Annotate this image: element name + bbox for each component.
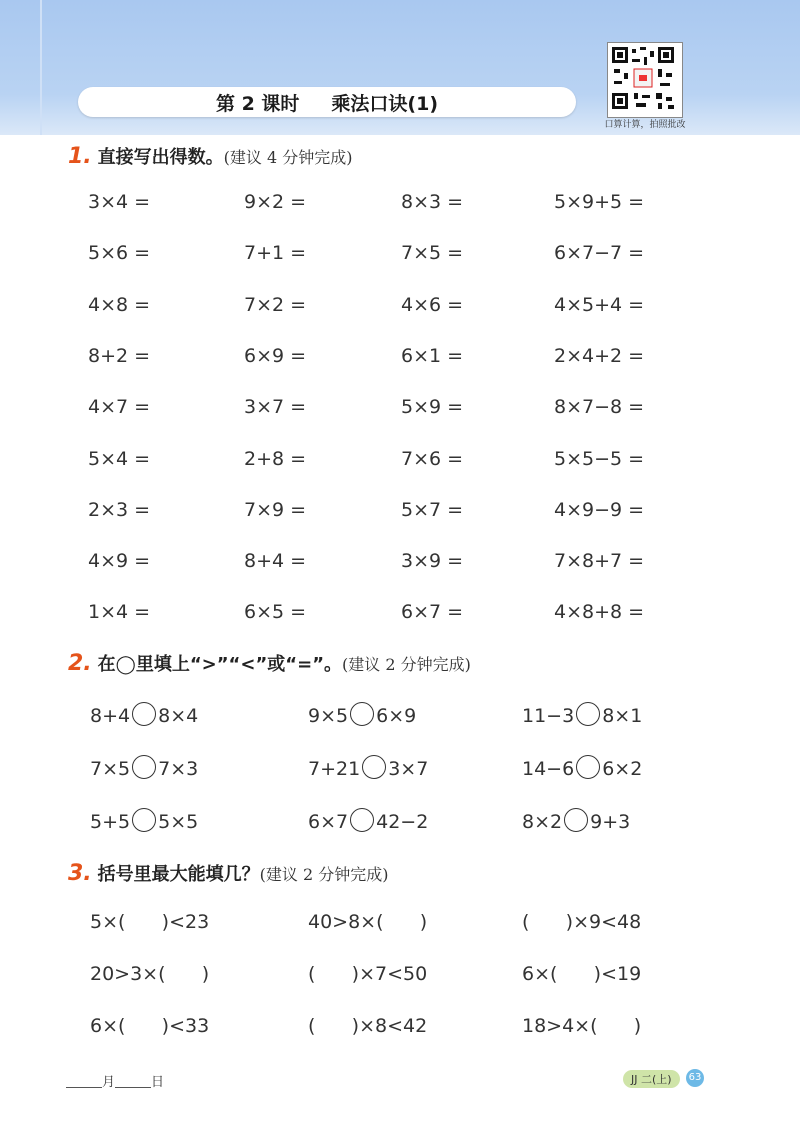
calc-problem[interactable]: 7×8+7 =	[554, 550, 645, 573]
fill-in-problem[interactable]: 5×( )<23	[90, 911, 210, 933]
right-expression: 6×2	[602, 758, 643, 780]
compare-problem	[308, 755, 428, 780]
right-expression: 9+3	[590, 811, 631, 833]
compare-problem	[308, 702, 416, 727]
calc-problem[interactable]: 6×7 =	[401, 601, 464, 624]
qr-code-icon[interactable]	[608, 43, 682, 117]
fill-in-problem[interactable]: 18>4×( )	[522, 1015, 642, 1037]
section-2-title	[68, 650, 471, 676]
calc-problem[interactable]: 8+4 =	[244, 550, 307, 573]
book-label: JJ 二(上)	[623, 1070, 680, 1088]
calc-problem[interactable]: 6×1 =	[401, 344, 464, 367]
left-expression: 8+4	[90, 705, 131, 727]
section-1-title	[68, 143, 353, 169]
calc-problem[interactable]: 3×7 =	[244, 396, 307, 419]
compare-problem	[90, 755, 198, 780]
calc-problem[interactable]: 7+1 =	[244, 242, 307, 265]
fill-in-problem[interactable]: 6×( )<33	[90, 1015, 210, 1037]
day-label: 日	[151, 1075, 165, 1090]
answer-circle[interactable]	[132, 755, 156, 779]
fill-in-problem[interactable]: ( )×8<42	[308, 1015, 428, 1037]
left-expression: 8×2	[522, 811, 563, 833]
calc-problem[interactable]: 4×7 =	[88, 396, 151, 419]
right-expression: 5×5	[158, 811, 199, 833]
fill-in-problem[interactable]: ( )×7<50	[308, 963, 428, 985]
left-expression: 5+5	[90, 811, 131, 833]
calc-problem[interactable]: 5×7 =	[401, 498, 464, 521]
calc-problem[interactable]: 6×7−7 =	[554, 242, 645, 265]
compare-problem	[522, 702, 642, 727]
calc-problem[interactable]: 7×9 =	[244, 498, 307, 521]
right-expression: 7×3	[158, 758, 199, 780]
section-3-title	[68, 860, 389, 886]
answer-circle[interactable]	[350, 702, 374, 726]
month-label: 月	[102, 1075, 116, 1090]
left-expression: 9×5	[308, 705, 349, 727]
calc-problem[interactable]: 2+8 =	[244, 447, 307, 470]
compare-problem	[308, 808, 428, 833]
section-2-instruction: 在◯里填上“>”“<”或“=”。	[97, 654, 343, 675]
calc-problem[interactable]: 9×2 =	[244, 191, 307, 213]
section-2-hint: (建议 2 分钟完成)	[342, 655, 471, 674]
compare-problem	[90, 808, 198, 833]
answer-circle[interactable]	[564, 808, 588, 832]
calc-problem[interactable]: 8×7−8 =	[554, 396, 645, 419]
calc-problem[interactable]: 5×4 =	[88, 447, 151, 470]
answer-circle[interactable]	[362, 755, 386, 779]
calc-problem[interactable]: 4×8 =	[88, 293, 151, 316]
calc-problem[interactable]: 5×9+5 =	[554, 191, 645, 213]
fill-in-problem[interactable]: 40>8×( )	[308, 911, 428, 933]
calc-problem[interactable]: 6×5 =	[244, 601, 307, 624]
calc-problem[interactable]: 3×4 =	[88, 191, 151, 213]
fill-in-problem[interactable]: ( )×9<48	[522, 911, 642, 933]
calc-problem[interactable]: 3×9 =	[401, 550, 464, 573]
answer-circle[interactable]	[576, 755, 600, 779]
fill-in-problem[interactable]: 6×( )<19	[522, 963, 642, 985]
section-1-hint: (建议 4 分钟完成)	[223, 148, 353, 167]
calc-problem[interactable]: 5×9 =	[401, 396, 464, 419]
left-expression: 7×5	[90, 758, 131, 780]
calc-problem[interactable]: 4×9−9 =	[554, 498, 645, 521]
calc-problem[interactable]: 7×5 =	[401, 242, 464, 265]
section-2-number: 2.	[68, 651, 92, 676]
calc-problem[interactable]: 4×6 =	[401, 293, 464, 316]
section-3-hint: (建议 2 分钟完成)	[259, 865, 389, 884]
calc-problem[interactable]: 2×4+2 =	[554, 344, 645, 367]
section-1-number: 1.	[68, 144, 92, 169]
right-expression: 3×7	[388, 758, 429, 780]
calc-problem[interactable]: 4×8+8 =	[554, 601, 645, 624]
section-3-instruction: 括号里最大能填几？	[97, 864, 260, 885]
compare-problem	[90, 702, 198, 727]
qr-caption: 口算计算，拍照批改	[604, 120, 686, 130]
section-3-number: 3.	[68, 861, 92, 886]
calc-problem[interactable]: 7×6 =	[401, 447, 464, 470]
calc-problem[interactable]: 8+2 =	[88, 344, 151, 367]
lesson-title-bar	[78, 87, 576, 117]
lesson-number: 第 2 课时	[215, 92, 300, 115]
calc-problem[interactable]: 4×9 =	[88, 550, 151, 573]
compare-problem	[522, 755, 642, 780]
answer-circle[interactable]	[576, 702, 600, 726]
left-expression: 7+21	[308, 758, 361, 780]
calc-problem[interactable]: 1×4 =	[88, 601, 151, 624]
calc-problem[interactable]: 2×3 =	[88, 498, 151, 521]
calc-problem[interactable]: 5×6 =	[88, 242, 151, 265]
calc-problem[interactable]: 4×5+4 =	[554, 293, 645, 316]
calc-problem[interactable]: 8×3 =	[401, 191, 464, 213]
date-field[interactable]	[66, 1071, 164, 1090]
calc-problem[interactable]: 5×5−5 =	[554, 447, 645, 470]
answer-circle[interactable]	[132, 702, 156, 726]
calc-problem[interactable]: 6×9 =	[244, 344, 307, 367]
page-number: 63	[686, 1069, 704, 1087]
lesson-topic: 乘法口诀(1)	[331, 92, 439, 115]
answer-circle[interactable]	[132, 808, 156, 832]
fill-in-problem[interactable]: 20>3×( )	[90, 963, 210, 985]
right-expression: 8×4	[158, 705, 199, 727]
left-expression: 11−3	[522, 705, 575, 727]
right-expression: 8×1	[602, 705, 643, 727]
right-expression: 42−2	[376, 811, 429, 833]
compare-problem	[522, 808, 630, 833]
left-expression: 14−6	[522, 758, 575, 780]
answer-circle[interactable]	[350, 808, 374, 832]
calc-problem[interactable]: 7×2 =	[244, 293, 307, 316]
section-1-instruction: 直接写出得数。	[97, 147, 224, 168]
left-expression: 6×7	[308, 811, 349, 833]
right-expression: 6×9	[376, 705, 417, 727]
